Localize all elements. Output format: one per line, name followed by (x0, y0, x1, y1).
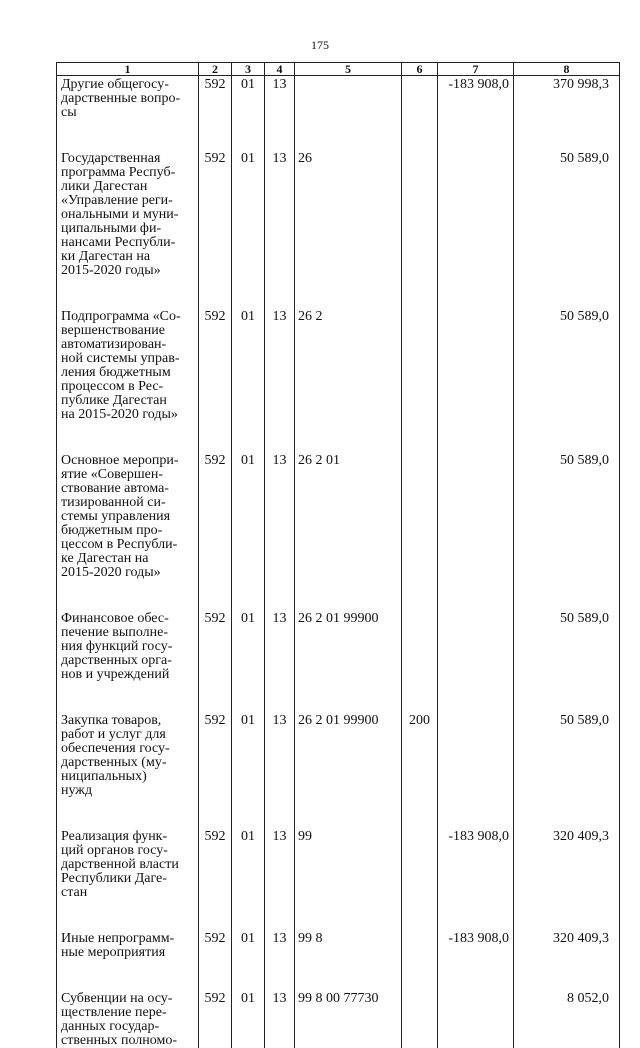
section-code-cell: 01 (232, 76, 265, 151)
target-article-cell: 99 (295, 828, 402, 930)
row-name-line: 2015-2020 годы» (61, 264, 195, 278)
row-name-line: стемы управления (61, 510, 195, 524)
row-name-line: 2015-2020 годы» (61, 566, 195, 580)
subsection-code-cell: 13 (265, 610, 295, 712)
change-amount-cell (438, 150, 514, 308)
change-amount-cell: -183 908,0 (438, 930, 514, 990)
target-article-cell: 99 8 (295, 930, 402, 990)
row-name-line: ятие «Совершен- (61, 468, 195, 482)
expense-type-cell (402, 150, 438, 308)
section-code-cell: 01 (232, 308, 265, 452)
row-name-line: сы (61, 106, 195, 120)
row-name-cell (57, 828, 199, 930)
total-amount-cell: 50 589,0 (514, 308, 620, 452)
budget-table (56, 62, 620, 1048)
row-name-line: нансами Республи- (61, 236, 195, 250)
section-code-cell: 01 (232, 930, 265, 990)
change-amount-cell (438, 308, 514, 452)
row-name-cell (57, 990, 199, 1048)
header-cell: 8 (514, 63, 620, 76)
row-name-line: Другие общегосу- (61, 78, 195, 92)
subsection-code-cell: 13 (265, 150, 295, 308)
total-amount-cell: 50 589,0 (514, 452, 620, 610)
admin-code-cell: 592 (199, 990, 232, 1048)
subsection-code-cell: 13 (265, 828, 295, 930)
admin-code-cell: 592 (199, 610, 232, 712)
change-amount-cell: -183 908,0 (438, 76, 514, 151)
row-name-line: лики Дагестан (61, 180, 195, 194)
row-name-line: процессом в Рес- (61, 380, 195, 394)
header-row (57, 63, 620, 76)
admin-code-cell: 592 (199, 930, 232, 990)
total-amount-cell: 50 589,0 (514, 150, 620, 308)
table-row (57, 712, 620, 828)
table-row (57, 150, 620, 308)
subsection-code-cell: 13 (265, 452, 295, 610)
row-name-line: работ и услуг для (61, 728, 195, 742)
change-amount-cell: -183 908,0 (438, 828, 514, 930)
row-name-line: Иные непрограмм- (61, 932, 195, 946)
row-name-line: данных государ- (61, 1020, 195, 1034)
expense-type-cell: 200 (402, 712, 438, 828)
row-name-line: ной системы управ- (61, 352, 195, 366)
row-name-line: нужд (61, 784, 195, 798)
subsection-code-cell: 13 (265, 712, 295, 828)
header-cell: 7 (438, 63, 514, 76)
section-code-cell: 01 (232, 150, 265, 308)
total-amount-cell: 50 589,0 (514, 712, 620, 828)
row-name-line: ные мероприятия (61, 946, 195, 960)
target-article-cell: 26 (295, 150, 402, 308)
admin-code-cell: 592 (199, 150, 232, 308)
admin-code-cell: 592 (199, 712, 232, 828)
header-cell: 6 (402, 63, 438, 76)
total-amount-cell: 320 409,3 (514, 930, 620, 990)
row-name-line: Реализация функ- (61, 830, 195, 844)
row-name-cell (57, 76, 199, 151)
target-article-cell: 26 2 (295, 308, 402, 452)
row-name-line: программа Респуб- (61, 166, 195, 180)
header-cell: 3 (232, 63, 265, 76)
target-article-cell: 26 2 01 99900 (295, 712, 402, 828)
target-article-cell (295, 76, 402, 151)
section-code-cell: 01 (232, 452, 265, 610)
row-name-line: Закупка товаров, (61, 714, 195, 728)
row-name-line: «Управление реги- (61, 194, 195, 208)
row-name-line: цессом в Республи- (61, 538, 195, 552)
row-name-cell (57, 150, 199, 308)
target-article-cell: 26 2 01 (295, 452, 402, 610)
target-article-cell: 99 8 00 77730 (295, 990, 402, 1048)
section-code-cell: 01 (232, 610, 265, 712)
row-name-line: ществление пере- (61, 1006, 195, 1020)
table-body (57, 76, 620, 1048)
row-name-line: Государственная (61, 152, 195, 166)
change-amount-cell (438, 610, 514, 712)
total-amount-cell: 50 589,0 (514, 610, 620, 712)
row-name-line: дарственных (му- (61, 756, 195, 770)
row-name-line: публике Дагестан (61, 394, 195, 408)
row-name-line: ления бюджетным (61, 366, 195, 380)
row-name-line: Финансовое обес- (61, 612, 195, 626)
row-name-line: ций органов госу- (61, 844, 195, 858)
expense-type-cell (402, 930, 438, 990)
subsection-code-cell: 13 (265, 308, 295, 452)
total-amount-cell: 320 409,3 (514, 828, 620, 930)
row-name-line: дарственных орга- (61, 654, 195, 668)
row-name-line: обеспечения госу- (61, 742, 195, 756)
row-name-line: ниципальных) (61, 770, 195, 784)
expense-type-cell (402, 990, 438, 1048)
admin-code-cell: 592 (199, 308, 232, 452)
section-code-cell: 01 (232, 828, 265, 930)
table-row (57, 76, 620, 151)
expense-type-cell (402, 76, 438, 151)
subsection-code-cell: 13 (265, 76, 295, 151)
subsection-code-cell: 13 (265, 930, 295, 990)
row-name-line: ния функций госу- (61, 640, 195, 654)
row-name-line: ственных полномо- (61, 1034, 195, 1048)
subsection-code-cell: 13 (265, 990, 295, 1048)
admin-code-cell: 592 (199, 452, 232, 610)
row-name-line: ки Дагестан на (61, 250, 195, 264)
row-name-line: Республики Даге- (61, 872, 195, 886)
row-name-line: Подпрограмма «Со- (61, 310, 195, 324)
table-row (57, 828, 620, 930)
section-code-cell: 01 (232, 990, 265, 1048)
row-name-line: стан (61, 886, 195, 900)
row-name-line: печение выполне- (61, 626, 195, 640)
row-name-cell (57, 610, 199, 712)
table-row (57, 930, 620, 990)
row-name-line: дарственные вопро- (61, 92, 195, 106)
row-name-line: дарственной власти (61, 858, 195, 872)
row-name-line: тизированной си- (61, 496, 195, 510)
target-article-cell: 26 2 01 99900 (295, 610, 402, 712)
row-name-line: нов и учреждений (61, 668, 195, 682)
row-name-cell (57, 712, 199, 828)
row-name-cell (57, 308, 199, 452)
change-amount-cell (438, 452, 514, 610)
table-row (57, 610, 620, 712)
row-name-line: бюджетным про- (61, 524, 195, 538)
header-cell: 4 (265, 63, 295, 76)
expense-type-cell (402, 828, 438, 930)
total-amount-cell: 370 998,3 (514, 76, 620, 151)
section-code-cell: 01 (232, 712, 265, 828)
row-name-line: ональными и муни- (61, 208, 195, 222)
table-row (57, 990, 620, 1048)
change-amount-cell (438, 990, 514, 1048)
header-cell: 1 (57, 63, 199, 76)
page-number: 175 (0, 38, 640, 53)
row-name-cell (57, 452, 199, 610)
row-name-line: вершенствование (61, 324, 195, 338)
row-name-line: ке Дагестан на (61, 552, 195, 566)
table-row (57, 308, 620, 452)
row-name-line: ствование автома- (61, 482, 195, 496)
row-name-line: Субвенции на осу- (61, 992, 195, 1006)
change-amount-cell (438, 712, 514, 828)
expense-type-cell (402, 308, 438, 452)
total-amount-cell: 8 052,0 (514, 990, 620, 1048)
table-row (57, 452, 620, 610)
expense-type-cell (402, 452, 438, 610)
header-cell: 5 (295, 63, 402, 76)
row-name-line: на 2015-2020 годы» (61, 408, 195, 422)
admin-code-cell: 592 (199, 828, 232, 930)
row-name-cell (57, 930, 199, 990)
row-name-line: Основное меропри- (61, 454, 195, 468)
row-name-line: ципальными фи- (61, 222, 195, 236)
admin-code-cell: 592 (199, 76, 232, 151)
expense-type-cell (402, 610, 438, 712)
header-cell: 2 (199, 63, 232, 76)
row-name-line: автоматизирован- (61, 338, 195, 352)
